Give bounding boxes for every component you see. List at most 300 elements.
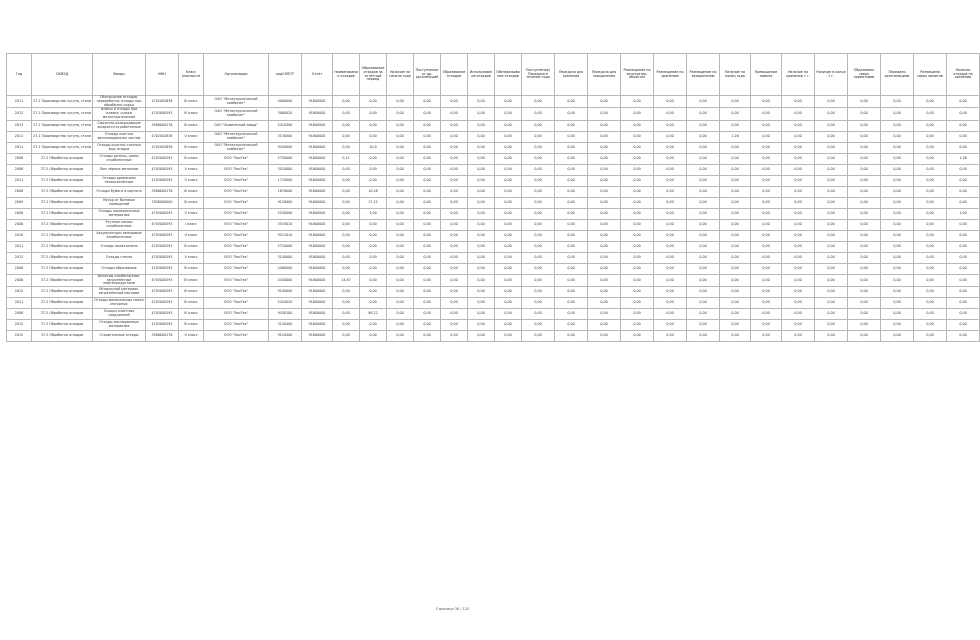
- column-header: Поступление от др. организаций: [414, 54, 441, 96]
- table-cell: 0,00: [687, 252, 720, 263]
- table-cell: 0,00: [387, 108, 414, 120]
- table-cell: 0,00: [654, 331, 687, 342]
- table-cell: 0,00: [621, 120, 654, 131]
- table-cell: 0,00: [588, 131, 621, 142]
- table-cell: 0,00: [468, 309, 495, 320]
- table-cell: ООО "ЭкоТех": [204, 197, 269, 208]
- table-cell: 0,00: [468, 252, 495, 263]
- table-cell: 0,00: [654, 241, 687, 252]
- table-cell: 0,00: [387, 120, 414, 131]
- table-cell: 0,00: [495, 142, 522, 153]
- table-cell: 0,00: [848, 175, 881, 186]
- table-cell: 0,00: [720, 153, 751, 164]
- table-cell: 4702002836: [146, 96, 179, 108]
- table-cell: 4703000393: [146, 153, 179, 164]
- table-cell: 9120000: [269, 197, 302, 208]
- table-cell: ООО "ЭкоТех": [204, 274, 269, 286]
- table-cell: 0,00: [947, 120, 980, 131]
- table-cell: 3060020: [269, 108, 302, 120]
- column-header: Наличие на начало года: [387, 54, 414, 96]
- table-cell: 0,00: [387, 263, 414, 274]
- table-row: [7, 131, 980, 142]
- table-cell: 0,00: [815, 153, 848, 164]
- table-cell: 0,00: [522, 287, 555, 298]
- table-cell: 0,00: [468, 263, 495, 274]
- table-cell: 2011: [7, 96, 32, 108]
- table-cell: 0,00: [621, 197, 654, 208]
- table-cell: 0,00: [751, 96, 782, 108]
- table-cell: 0,00: [815, 274, 848, 286]
- table-cell: 0,00: [360, 263, 387, 274]
- table-cell: 0,00: [414, 230, 441, 241]
- table-cell: 0,00: [720, 274, 751, 286]
- table-cell: 0,00: [751, 230, 782, 241]
- table-cell: 91600000: [302, 252, 333, 263]
- table-cell: 0,00: [414, 164, 441, 175]
- table-cell: 0,00: [720, 164, 751, 175]
- table-cell: 0,00: [522, 197, 555, 208]
- table-cell: 0,00: [782, 298, 815, 309]
- table-cell: 0,00: [522, 320, 555, 331]
- table-cell: 0,00: [441, 131, 468, 142]
- table-cell: 0,00: [588, 120, 621, 131]
- table-cell: 0,00: [782, 331, 815, 342]
- table-cell: 0,00: [522, 175, 555, 186]
- table-cell: 0,00: [881, 142, 914, 153]
- table-cell: 0,00: [555, 263, 588, 274]
- table-cell: 37.2 Обработка отходов: [32, 230, 93, 241]
- column-header: Размещение по хранению: [654, 54, 687, 96]
- table-cell: 4702002836: [146, 131, 179, 142]
- table-cell: 0,00: [782, 175, 815, 186]
- table-cell: 0,00: [815, 230, 848, 241]
- table-cell: 4430000: [269, 274, 302, 286]
- table-cell: 0,00: [387, 186, 414, 197]
- table-cell: 0,00: [588, 108, 621, 120]
- table-cell: 0,00: [588, 274, 621, 286]
- table-cell: 0,00: [414, 153, 441, 164]
- table-cell: 0,00: [881, 208, 914, 219]
- table-cell: 37.2 Обработка отходов: [32, 219, 93, 230]
- table-cell: 0,00: [782, 241, 815, 252]
- table-cell: 0,00: [881, 175, 914, 186]
- table-cell: 0,00: [333, 241, 360, 252]
- table-cell: 0,00: [333, 298, 360, 309]
- table-cell: 0,00: [751, 108, 782, 120]
- table-cell: 10,28: [360, 186, 387, 197]
- table-cell: 0,00: [621, 219, 654, 230]
- table-cell: 0,00: [947, 230, 980, 241]
- table-cell: 0,00: [360, 230, 387, 241]
- table-cell: 0,00: [441, 331, 468, 342]
- table-cell: 0,00: [468, 142, 495, 153]
- table-cell: 0,00: [914, 331, 947, 342]
- table-cell: 0,00: [333, 175, 360, 186]
- table-cell: 4560000: [269, 263, 302, 274]
- table-cell: 0,00: [495, 120, 522, 131]
- table-cell: 0,00: [468, 298, 495, 309]
- table-cell: 0,00: [720, 230, 751, 241]
- table-cell: 0,00: [522, 164, 555, 175]
- table-cell: 0,00: [555, 96, 588, 108]
- table-cell: 0,00: [441, 263, 468, 274]
- table-cell: 91600000: [302, 153, 333, 164]
- table-cell: 0,00: [441, 219, 468, 230]
- table-cell: 0,00: [522, 153, 555, 164]
- table-cell: 0,00: [720, 186, 751, 197]
- column-header: Отчёт: [302, 54, 333, 96]
- table-cell: ООО "ЭкоТех": [204, 219, 269, 230]
- table-cell: 0,00: [621, 131, 654, 142]
- table-cell: 0,00: [387, 287, 414, 298]
- table-cell: 0,00: [588, 263, 621, 274]
- table-cell: 5530000: [269, 208, 302, 219]
- table-cell: 0,00: [848, 153, 881, 164]
- table-cell: ОАО "Металлургический комбинат": [204, 142, 269, 153]
- table-cell: 0,00: [555, 142, 588, 153]
- table-cell: 0,00: [815, 309, 848, 320]
- table-cell: IV класс: [179, 320, 204, 331]
- table-cell: 37.2 Обработка отходов: [32, 164, 93, 175]
- table-cell: Осадки очистных сооружений: [93, 309, 146, 320]
- table-cell: 0,00: [414, 197, 441, 208]
- table-cell: 0,00: [495, 197, 522, 208]
- table-cell: 0,00: [782, 287, 815, 298]
- table-cell: 0,00: [848, 120, 881, 131]
- table-cell: IV класс: [179, 241, 204, 252]
- table-cell: 4703000393: [146, 208, 179, 219]
- column-header: Наличие в конце 1 г.: [815, 54, 848, 96]
- table-cell: 0,00: [495, 153, 522, 164]
- table-cell: 0,00: [468, 96, 495, 108]
- table-cell: 0,00: [555, 153, 588, 164]
- table-cell: 4703000393: [146, 252, 179, 263]
- table-cell: 0,00: [522, 186, 555, 197]
- column-header: Образование отходов за отчётный период: [360, 54, 387, 96]
- table-cell: 0,00: [333, 252, 360, 263]
- table-cell: 0,00: [495, 309, 522, 320]
- table-cell: Обогащение отходов, переработка; отходы при обработке сырья: [93, 96, 146, 108]
- table-cell: 0,00: [555, 331, 588, 342]
- table-cell: 0,00: [881, 108, 914, 120]
- table-cell: 0,00: [333, 96, 360, 108]
- table-cell: 0,00: [333, 287, 360, 298]
- table-cell: 0,00: [441, 274, 468, 286]
- table-cell: 0,00: [815, 252, 848, 263]
- table-cell: Отходы изоляционных материалов: [93, 320, 146, 331]
- table-cell: 0,00: [720, 142, 751, 153]
- table-cell: 0,00: [360, 219, 387, 230]
- table-cell: 0,00: [360, 120, 387, 131]
- table-cell: 91600000: [302, 164, 333, 175]
- table-row: [7, 197, 980, 208]
- table-cell: 0,00: [654, 274, 687, 286]
- table-cell: 0,00: [414, 320, 441, 331]
- table-cell: 91600000: [302, 142, 333, 153]
- table-cell: 0,00: [522, 120, 555, 131]
- table-cell: 0,00: [522, 252, 555, 263]
- table-cell: 0,00: [333, 131, 360, 142]
- table-row: [7, 186, 980, 197]
- table-cell: Отходы абразивные: [93, 263, 146, 274]
- table-cell: 0,00: [468, 108, 495, 120]
- table-cell: 0,00: [621, 175, 654, 186]
- table-cell: 0,00: [468, 241, 495, 252]
- table-cell: 0,00: [848, 219, 881, 230]
- table-cell: ООО "ЭкоТех": [204, 153, 269, 164]
- table-cell: 3533010: [269, 219, 302, 230]
- table-cell: Строительные отходы: [93, 331, 146, 342]
- table-cell: 0,00: [468, 197, 495, 208]
- table-cell: 91600000: [302, 320, 333, 331]
- table-cell: II класс: [179, 230, 204, 241]
- table-cell: 0,00: [687, 120, 720, 131]
- table-cell: 0,00: [720, 320, 751, 331]
- table-cell: 0,00: [848, 274, 881, 286]
- column-header: Размещено сверх лимитов: [914, 54, 947, 96]
- table-cell: 0,00: [782, 153, 815, 164]
- table-cell: 0,00: [654, 320, 687, 331]
- table-cell: 0,00: [555, 208, 588, 219]
- table-cell: 27.1 Производство чугуна, стали: [32, 96, 93, 108]
- table-cell: III класс: [179, 120, 204, 131]
- table-cell: 0,00: [441, 230, 468, 241]
- table-cell: V класс: [179, 331, 204, 342]
- table-cell: 0,00: [414, 142, 441, 153]
- table-cell: 0,00: [687, 164, 720, 175]
- table-cell: V класс: [179, 164, 204, 175]
- table-cell: Отходы древесины незагрязнённые: [93, 175, 146, 186]
- table-cell: 37.2 Обработка отходов: [32, 298, 93, 309]
- table-cell: 0,00: [914, 298, 947, 309]
- table-cell: 0,00: [654, 108, 687, 120]
- table-cell: 0,00: [621, 309, 654, 320]
- table-cell: 0,00: [914, 120, 947, 131]
- table-cell: 0,00: [947, 96, 980, 108]
- column-header: Использование отходов: [468, 54, 495, 96]
- table-cell: 0,00: [495, 186, 522, 197]
- table-cell: 0,00: [360, 252, 387, 263]
- table-cell: 0,00: [848, 131, 881, 142]
- table-cell: 0,00: [751, 331, 782, 342]
- table-cell: 2008: [7, 153, 32, 164]
- table-cell: 37.2 Обработка отходов: [32, 287, 93, 298]
- table-cell: 0,00: [947, 142, 980, 153]
- table-cell: 0,00: [782, 186, 815, 197]
- table-cell: 0,00: [522, 331, 555, 342]
- table-cell: 0,00: [621, 230, 654, 241]
- table-cell: 3906000176: [146, 331, 179, 342]
- table-cell: 0,00: [333, 186, 360, 197]
- table-cell: 0,00: [621, 241, 654, 252]
- table-cell: 0,00: [588, 298, 621, 309]
- table-cell: 0,00: [441, 120, 468, 131]
- table-cell: 2011: [7, 175, 32, 186]
- column-header: Образовано сверх нормативов: [848, 54, 881, 96]
- table-cell: 0,00: [441, 197, 468, 208]
- table-cell: 91600000: [302, 108, 333, 120]
- table-cell: 0,00: [522, 274, 555, 286]
- table-cell: 0,00: [360, 153, 387, 164]
- table-cell: 0,00: [441, 153, 468, 164]
- table-cell: 0,00: [687, 208, 720, 219]
- table-cell: 0,00: [387, 219, 414, 230]
- table-cell: 0,00: [414, 274, 441, 286]
- table-cell: 0,00: [588, 142, 621, 153]
- table-cell: 4703000393: [146, 230, 179, 241]
- table-cell: 1,00: [360, 208, 387, 219]
- table-cell: 4703000393: [146, 164, 179, 175]
- table-cell: 0,00: [387, 153, 414, 164]
- table-row: [7, 164, 980, 175]
- table-cell: 0,00: [947, 298, 980, 309]
- table-cell: 0,00: [782, 164, 815, 175]
- table-cell: 37.2 Обработка отходов: [32, 186, 93, 197]
- table-cell: 0,00: [495, 219, 522, 230]
- table-cell: 0,00: [815, 96, 848, 108]
- table-cell: 2012: [7, 320, 32, 331]
- table-cell: 0,00: [468, 120, 495, 131]
- column-header: Год: [7, 54, 32, 96]
- table-cell: 2011: [7, 131, 32, 142]
- table-cell: 0,00: [751, 208, 782, 219]
- table-cell: 0,00: [914, 309, 947, 320]
- table-cell: 0,00: [751, 274, 782, 286]
- table-cell: 9120400: [269, 331, 302, 342]
- table-cell: 0,00: [848, 142, 881, 153]
- table-cell: 91600000: [302, 331, 333, 342]
- table-cell: 0,00: [441, 142, 468, 153]
- table-cell: 0,00: [848, 252, 881, 263]
- table-cell: 0,00: [751, 298, 782, 309]
- table-cell: 0,00: [555, 131, 588, 142]
- table-cell: 2012: [7, 108, 32, 120]
- table-cell: 0,00: [333, 230, 360, 241]
- table-cell: Отходы стекла: [93, 252, 146, 263]
- table-cell: 0,00: [333, 219, 360, 230]
- table-cell: 0,00: [782, 197, 815, 208]
- table-cell: 2008: [7, 208, 32, 219]
- column-header: кодСКПОТ: [269, 54, 302, 96]
- table-cell: 0,00: [414, 252, 441, 263]
- column-header: Превышение лимита: [751, 54, 782, 96]
- column-header: Размещение на эксплуатир. объектах: [621, 54, 654, 96]
- table-cell: 0,00: [468, 219, 495, 230]
- table-row: [7, 108, 980, 120]
- table-cell: 0,00: [387, 164, 414, 175]
- table-cell: 0,00: [782, 263, 815, 274]
- table-cell: 3140400: [269, 320, 302, 331]
- table-cell: 0,00: [522, 96, 555, 108]
- table-cell: 0,00: [815, 175, 848, 186]
- table-cell: 0,00: [687, 96, 720, 108]
- table-cell: 0,00: [687, 153, 720, 164]
- table-body: [7, 96, 980, 342]
- table-cell: 0,00: [555, 164, 588, 175]
- table-cell: Мусор от бытовых помещений: [93, 197, 146, 208]
- table-cell: 14,87: [333, 274, 360, 286]
- table-cell: 0,00: [751, 219, 782, 230]
- table-cell: 0,00: [441, 96, 468, 108]
- table-row: [7, 96, 980, 108]
- table-cell: 91600000: [302, 230, 333, 241]
- table-cell: 2008: [7, 164, 32, 175]
- table-cell: ОАО "Металлургический комбинат": [204, 108, 269, 120]
- table-cell: 0,00: [751, 241, 782, 252]
- table-cell: 0,00: [751, 175, 782, 186]
- table-cell: 0,00: [441, 309, 468, 320]
- table-cell: ООО "ЭкоТех": [204, 309, 269, 320]
- table-cell: 0,00: [588, 230, 621, 241]
- column-header: Ввиды: [93, 54, 146, 96]
- table-cell: 0,00: [621, 153, 654, 164]
- table-cell: 0,00: [815, 120, 848, 131]
- table-cell: 0,00: [720, 175, 751, 186]
- table-cell: 0,00: [522, 241, 555, 252]
- table-cell: 91600000: [302, 309, 333, 320]
- table-cell: Смазочно-охлаждающие жидкости отработанные: [93, 120, 146, 131]
- table-cell: 3906000176: [146, 186, 179, 197]
- table-cell: 0,00: [360, 175, 387, 186]
- table-row: [7, 263, 980, 274]
- table-cell: 0,00: [414, 263, 441, 274]
- table-cell: 0,00: [414, 175, 441, 186]
- table-cell: V класс: [179, 252, 204, 263]
- table-cell: 0,00: [468, 320, 495, 331]
- table-cell: 4703000393: [146, 241, 179, 252]
- table-cell: 0,00: [360, 131, 387, 142]
- table-cell: 27.1 Производство чугуна, стали: [32, 142, 93, 153]
- table-cell: 0,00: [555, 241, 588, 252]
- table-cell: 0,00: [387, 131, 414, 142]
- table-cell: 0,00: [848, 241, 881, 252]
- table-cell: 0,00: [495, 331, 522, 342]
- table-cell: Ртутные лампы отработанные: [93, 219, 146, 230]
- table-cell: 0,00: [720, 298, 751, 309]
- table-cell: 0,00: [720, 252, 751, 263]
- table-cell: 0,00: [588, 320, 621, 331]
- table-cell: 0,00: [495, 131, 522, 142]
- table-cell: 0,11: [333, 153, 360, 164]
- table-cell: 0,00: [687, 274, 720, 286]
- table-cell: 0,00: [848, 208, 881, 219]
- table-cell: III класс: [179, 197, 204, 208]
- table-cell: 0,00: [914, 274, 947, 286]
- table-cell: 1,26: [947, 153, 980, 164]
- table-cell: 0,00: [815, 142, 848, 153]
- table-cell: 0,00: [914, 186, 947, 197]
- table-cell: 0,00: [848, 309, 881, 320]
- table-cell: 37.2 Обработка отходов: [32, 274, 93, 286]
- table-cell: 0,00: [654, 263, 687, 274]
- table-cell: 0,00: [848, 108, 881, 120]
- table-cell: 0,00: [654, 142, 687, 153]
- table-cell: 0,00: [621, 96, 654, 108]
- table-cell: 0,00: [751, 164, 782, 175]
- column-header: Размещение по захоронению: [687, 54, 720, 96]
- table-cell: 0,00: [387, 309, 414, 320]
- table-row: [7, 320, 980, 331]
- table-cell: 0,00: [848, 331, 881, 342]
- table-cell: Лом чёрных металлов: [93, 164, 146, 175]
- table-cell: 0,00: [815, 241, 848, 252]
- table-cell: 0,00: [360, 108, 387, 120]
- table-cell: 91600000: [302, 186, 333, 197]
- table-cell: V класс: [179, 175, 204, 186]
- column-header: ОКВЭД: [32, 54, 93, 96]
- table-cell: 0,00: [333, 263, 360, 274]
- table-cell: 0,00: [881, 320, 914, 331]
